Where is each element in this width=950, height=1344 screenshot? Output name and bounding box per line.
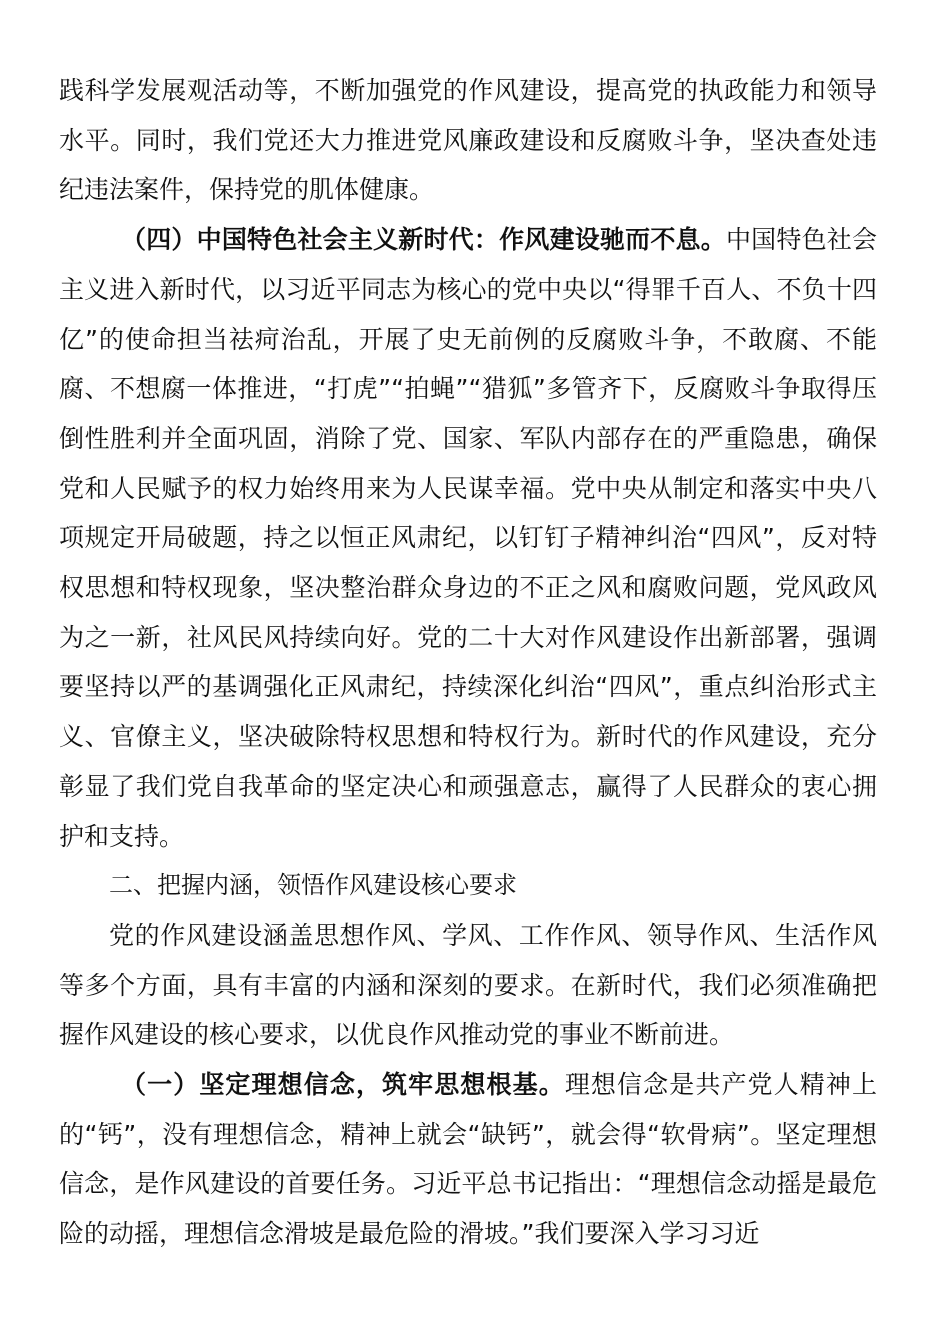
heading-part-two: 二、把握内涵，领悟作风建设核心要求 — [109, 871, 517, 900]
paragraph-part-two-intro: 党的作风建设涵盖思想作风、学风、工作作风、领导作风、生活作风等多个方面，具有丰富的内涵和深刻的要求。在新时代，我们必须准确把握作风建设的核心要求，以优良作风推动党的事业不断前进。 — [59, 920, 877, 1050]
item-one-body: 理想信念是共产党人精神上的“钙”，没有理想信念，精神上就会“缺钙”，就会得“软骨病”。坚定理想信念，是作风建设的首要任务。习近平总书记指出：“理想信念动摇是最危险的动摇，理想信念滑坡是最危险的滑坡。”我们要深入学习习近 — [59, 1070, 877, 1249]
item-one-heading: （一）坚定理想信念，筑牢思想根基。 — [121, 1070, 565, 1100]
paragraph-continuation: 践科学发展观活动等，不断加强党的作风建设，提高党的执政能力和领导水平。同时，我们党还大力推进党风廉政建设和反腐败斗争，坚决查处违纪违法案件，保持党的肌体健康。 — [59, 76, 877, 205]
section-four-heading: （四）中国特色社会主义新时代：作风建设驰而不息。 — [121, 225, 726, 255]
paragraph-item-one — [59, 1060, 877, 1259]
section-four-body: 中国特色社会主义进入新时代，以习近平同志为核心的党中央以“得罪千百人、不负十四亿”的使命担当祛疴治乱，开展了史无前例的反腐败斗争，不敢腐、不能腐、不想腐一体推进，“打虎”“拍蝇”“猎狐”多管齐下，反腐败斗争取得压倒性胜利并全面巩固，消除了党、国家、军队内部存在的严重隐患，确保党和人民赋予的权力始终用来为人民谋幸福。党中央从制定和落实中央八项规定开局破题，持之以恒正风肃纪，以钉钉子精神纠治“四风”，反对特权思想和特权现象，坚决整治群众身边的不正之风和腐败问题，党风政风为之一新，社风民风持续向好。党的二十大对作风建设作出新部署，强调要坚持以严的基调强化正风肃纪，持续深化纠治“四风”，重点纠治形式主义、官僚主义，坚决破除特权思想和特权行为。新时代的作风建设，充分彰显了我们党自我革命的坚定决心和顽强意志，赢得了人民群众的衷心拥护和支持。 — [59, 225, 877, 851]
paragraph-section-four — [59, 215, 877, 861]
document-page — [59, 66, 877, 1259]
